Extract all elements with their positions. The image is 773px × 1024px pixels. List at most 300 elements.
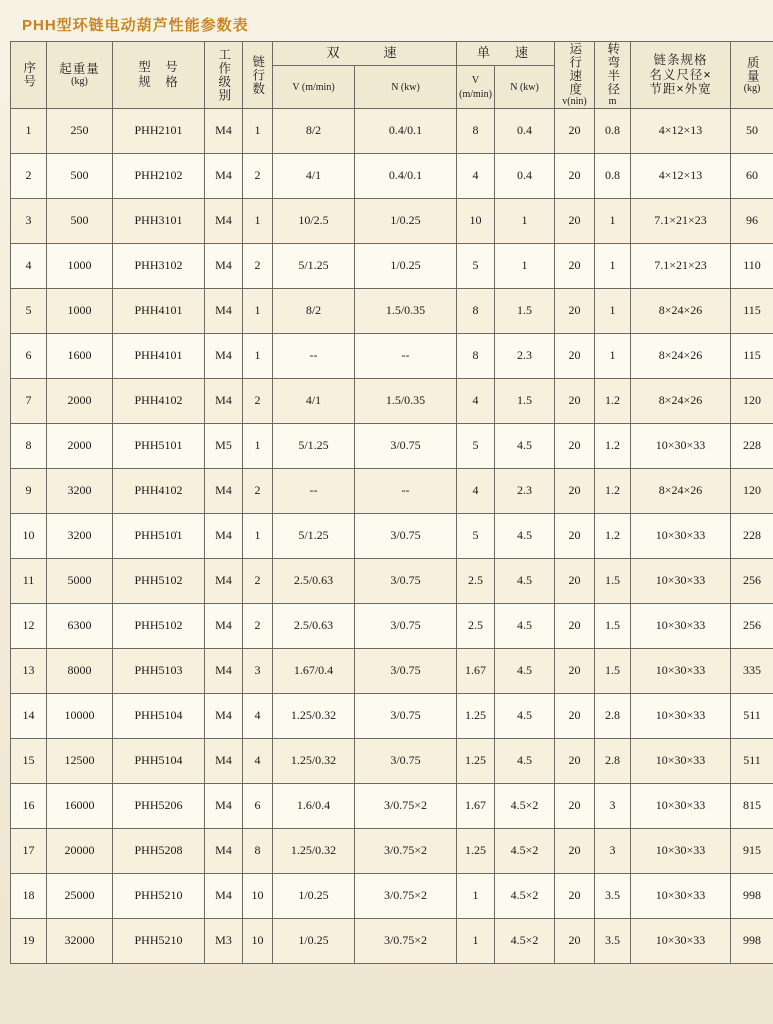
row-single-speed: 5 — [457, 423, 495, 468]
row-duty: M4 — [205, 513, 243, 558]
row-falls: 3 — [243, 648, 273, 693]
row-travel-speed: 20 — [555, 738, 595, 783]
header-capacity — [47, 42, 113, 109]
row-single-speed: 1 — [457, 918, 495, 963]
row-single-power: 4.5 — [495, 693, 555, 738]
row-model: PHH5103 — [113, 648, 205, 693]
row-chain-spec: 10×30×33 — [631, 558, 731, 603]
row-index: 15 — [11, 738, 47, 783]
row-turn-radius: 1 — [595, 333, 631, 378]
row-model: PHH5102 — [113, 558, 205, 603]
row-chain-spec: 8×24×26 — [631, 333, 731, 378]
row-capacity: 6300 — [47, 603, 113, 648]
table-row — [11, 558, 773, 603]
row-chain-spec: 4×12×13 — [631, 153, 731, 198]
row-turn-radius: 2.8 — [595, 738, 631, 783]
row-single-speed: 1.67 — [457, 648, 495, 693]
row-dual-speed: 2.5/0.63 — [273, 558, 355, 603]
header-chain-spec — [631, 42, 731, 109]
row-index: 19 — [11, 918, 47, 963]
row-model: PHH510̇1 — [113, 513, 205, 558]
row-dual-power: 1/0.25 — [355, 198, 457, 243]
row-index: 1 — [11, 108, 47, 153]
row-capacity: 20000 — [47, 828, 113, 873]
row-falls: 1 — [243, 513, 273, 558]
row-capacity: 500 — [47, 198, 113, 243]
header-dual-n-label: N (kw) — [391, 81, 420, 93]
row-duty: M4 — [205, 738, 243, 783]
row-dual-power: 3/0.75 — [355, 648, 457, 693]
row-duty: M4 — [205, 873, 243, 918]
header-turn-radius-sub: m — [608, 96, 617, 107]
row-mass: 998 — [731, 873, 773, 918]
header-mass — [731, 42, 773, 109]
row-dual-power: 3/0.75 — [355, 693, 457, 738]
table-row — [11, 333, 773, 378]
row-duty: M4 — [205, 468, 243, 513]
row-falls: 2 — [243, 378, 273, 423]
row-duty: M4 — [205, 378, 243, 423]
row-mass: 110 — [731, 243, 773, 288]
row-dual-speed: 1.25/0.32 — [273, 693, 355, 738]
header-index-label: 序号 — [21, 61, 36, 89]
row-index: 16 — [11, 783, 47, 828]
row-capacity: 3200 — [47, 513, 113, 558]
row-falls: 4 — [243, 738, 273, 783]
row-turn-radius: 1.2 — [595, 423, 631, 468]
row-single-power: 2.3 — [495, 333, 555, 378]
row-index: 6 — [11, 333, 47, 378]
row-capacity: 2000 — [47, 423, 113, 468]
row-index: 3 — [11, 198, 47, 243]
row-dual-power: 3/0.75 — [355, 423, 457, 468]
row-single-power: 4.5×2 — [495, 783, 555, 828]
row-mass: 256 — [731, 603, 773, 648]
row-dual-power: -- — [355, 468, 457, 513]
row-dual-speed: 1/0.25 — [273, 918, 355, 963]
row-single-power: 1 — [495, 243, 555, 288]
row-dual-speed: 5/1.25 — [273, 513, 355, 558]
table-row — [11, 603, 773, 648]
header-falls-label: 链行数 — [250, 54, 265, 95]
table-row — [11, 513, 773, 558]
row-falls: 1 — [243, 423, 273, 468]
row-index: 10 — [11, 513, 47, 558]
row-dual-speed: 1.25/0.32 — [273, 828, 355, 873]
row-model: PHH2101 — [113, 108, 205, 153]
row-duty: M5 — [205, 423, 243, 468]
row-single-power: 0.4 — [495, 153, 555, 198]
row-single-speed: 4 — [457, 378, 495, 423]
row-falls: 2 — [243, 603, 273, 648]
row-dual-speed: 1.6/0.4 — [273, 783, 355, 828]
row-single-power: 4.5 — [495, 513, 555, 558]
row-single-power: 1.5 — [495, 378, 555, 423]
row-mass: 120 — [731, 378, 773, 423]
row-duty: M4 — [205, 333, 243, 378]
row-single-power: 4.5 — [495, 558, 555, 603]
row-index: 12 — [11, 603, 47, 648]
row-chain-spec: 7.1×21×23 — [631, 198, 731, 243]
row-single-speed: 4 — [457, 153, 495, 198]
row-falls: 6 — [243, 783, 273, 828]
row-dual-power: -- — [355, 333, 457, 378]
row-chain-spec: 10×30×33 — [631, 873, 731, 918]
row-capacity: 16000 — [47, 783, 113, 828]
row-turn-radius: 3 — [595, 828, 631, 873]
row-turn-radius: 1 — [595, 288, 631, 333]
header-capacity-unit: (kg) — [71, 76, 88, 88]
row-dual-power: 1/0.25 — [355, 243, 457, 288]
row-turn-radius: 1.2 — [595, 378, 631, 423]
row-falls: 10 — [243, 873, 273, 918]
row-capacity: 3200 — [47, 468, 113, 513]
table-row — [11, 738, 773, 783]
row-falls: 4 — [243, 693, 273, 738]
row-chain-spec: 10×30×33 — [631, 693, 731, 738]
row-falls: 8 — [243, 828, 273, 873]
row-index: 17 — [11, 828, 47, 873]
row-model: PHH5101 — [113, 423, 205, 468]
row-model: PHH2102 — [113, 153, 205, 198]
row-dual-power: 3/0.75×2 — [355, 873, 457, 918]
row-travel-speed: 20 — [555, 423, 595, 468]
row-chain-spec: 10×30×33 — [631, 828, 731, 873]
row-travel-speed: 20 — [555, 333, 595, 378]
row-index: 14 — [11, 693, 47, 738]
row-chain-spec: 8×24×26 — [631, 468, 731, 513]
row-capacity: 32000 — [47, 918, 113, 963]
row-travel-speed: 20 — [555, 828, 595, 873]
row-index: 9 — [11, 468, 47, 513]
table-header — [11, 42, 773, 109]
row-capacity: 250 — [47, 108, 113, 153]
table-row — [11, 468, 773, 513]
row-dual-speed: 4/1 — [273, 378, 355, 423]
row-single-power: 4.5 — [495, 738, 555, 783]
table-row — [11, 288, 773, 333]
row-dual-speed: -- — [273, 333, 355, 378]
row-dual-speed: 8/2 — [273, 108, 355, 153]
row-single-speed: 8 — [457, 333, 495, 378]
row-chain-spec: 8×24×26 — [631, 378, 731, 423]
row-chain-spec: 8×24×26 — [631, 288, 731, 333]
table-row — [11, 108, 773, 153]
row-dual-power: 1.5/0.35 — [355, 378, 457, 423]
row-chain-spec: 10×30×33 — [631, 603, 731, 648]
row-capacity: 1000 — [47, 243, 113, 288]
header-chain-spec-sub1: 名义尺径× — [649, 67, 712, 82]
row-single-speed: 2.5 — [457, 603, 495, 648]
row-dual-speed: 1.25/0.32 — [273, 738, 355, 783]
table-row — [11, 648, 773, 693]
row-falls: 1 — [243, 333, 273, 378]
row-single-speed: 1.25 — [457, 738, 495, 783]
row-duty: M4 — [205, 603, 243, 648]
row-mass: 915 — [731, 828, 773, 873]
table-row — [11, 828, 773, 873]
row-index: 4 — [11, 243, 47, 288]
row-duty: M4 — [205, 558, 243, 603]
row-chain-spec: 10×30×33 — [631, 918, 731, 963]
row-turn-radius: 1 — [595, 243, 631, 288]
row-mass: 115 — [731, 288, 773, 333]
row-mass: 815 — [731, 783, 773, 828]
row-model: PHH4101 — [113, 288, 205, 333]
header-travel-speed-label: 运行速度 — [567, 42, 582, 96]
row-chain-spec: 10×30×33 — [631, 783, 731, 828]
row-travel-speed: 20 — [555, 558, 595, 603]
row-dual-power: 3/0.75×2 — [355, 828, 457, 873]
row-travel-speed: 20 — [555, 378, 595, 423]
row-mass: 96 — [731, 198, 773, 243]
row-falls: 2 — [243, 468, 273, 513]
row-travel-speed: 20 — [555, 783, 595, 828]
table-body — [11, 108, 773, 963]
row-model: PHH5206 — [113, 783, 205, 828]
row-travel-speed: 20 — [555, 153, 595, 198]
row-dual-speed: 1.67/0.4 — [273, 648, 355, 693]
row-dual-power: 3/0.75×2 — [355, 918, 457, 963]
row-travel-speed: 20 — [555, 603, 595, 648]
row-falls: 2 — [243, 558, 273, 603]
row-single-power: 4.5×2 — [495, 918, 555, 963]
row-turn-radius: 3 — [595, 783, 631, 828]
row-single-power: 2.3 — [495, 468, 555, 513]
header-group-dual-label: 双 速 — [326, 44, 403, 60]
row-single-speed: 8 — [457, 288, 495, 333]
row-dual-power: 3/0.75 — [355, 513, 457, 558]
row-capacity: 500 — [47, 153, 113, 198]
row-model: PHH5104 — [113, 738, 205, 783]
row-model: PHH5102 — [113, 603, 205, 648]
row-index: 7 — [11, 378, 47, 423]
header-duty-label: 工作级别 — [216, 47, 231, 102]
row-index: 11 — [11, 558, 47, 603]
table-row — [11, 423, 773, 468]
row-capacity: 2000 — [47, 378, 113, 423]
row-travel-speed: 20 — [555, 468, 595, 513]
row-model: PHH3102 — [113, 243, 205, 288]
row-single-power: 1.5 — [495, 288, 555, 333]
header-single-n-label: N (kw) — [510, 81, 539, 93]
header-chain-spec-label: 链条规格 — [653, 53, 708, 68]
row-capacity: 8000 — [47, 648, 113, 693]
row-index: 13 — [11, 648, 47, 693]
row-turn-radius: 1.5 — [595, 558, 631, 603]
row-model: PHH4102 — [113, 378, 205, 423]
row-falls: 10 — [243, 918, 273, 963]
header-travel-speed — [555, 42, 595, 109]
header-turn-radius — [595, 42, 631, 109]
row-falls: 1 — [243, 288, 273, 333]
row-mass: 120 — [731, 468, 773, 513]
row-dual-power: 3/0.75 — [355, 738, 457, 783]
row-turn-radius: 1.2 — [595, 468, 631, 513]
row-single-speed: 1.25 — [457, 828, 495, 873]
row-mass: 511 — [731, 693, 773, 738]
header-mass-unit: (kg) — [743, 82, 761, 94]
row-mass: 998 — [731, 918, 773, 963]
row-single-speed: 2.5 — [457, 558, 495, 603]
row-travel-speed: 20 — [555, 918, 595, 963]
row-travel-speed: 20 — [555, 198, 595, 243]
table-row — [11, 918, 773, 963]
table-row — [11, 783, 773, 828]
row-single-power: 4.5×2 — [495, 873, 555, 918]
table-row — [11, 198, 773, 243]
header-travel-speed-sub: v(nin) — [562, 96, 587, 107]
row-dual-speed: 8/2 — [273, 288, 355, 333]
header-duty — [205, 42, 243, 109]
row-model: PHH3101 — [113, 198, 205, 243]
row-single-power: 4.5 — [495, 648, 555, 693]
row-dual-power: 3/0.75 — [355, 558, 457, 603]
specification-table — [10, 41, 773, 964]
row-single-speed: 5 — [457, 243, 495, 288]
row-chain-spec: 10×30×33 — [631, 423, 731, 468]
row-model: PHH5210 — [113, 873, 205, 918]
row-duty: M4 — [205, 648, 243, 693]
row-index: 5 — [11, 288, 47, 333]
row-mass: 50 — [731, 108, 773, 153]
table-row — [11, 243, 773, 288]
row-duty: M3 — [205, 918, 243, 963]
row-chain-spec: 10×30×33 — [631, 738, 731, 783]
row-chain-spec: 10×30×33 — [631, 648, 731, 693]
row-turn-radius: 2.8 — [595, 693, 631, 738]
row-dual-speed: -- — [273, 468, 355, 513]
row-duty: M4 — [205, 288, 243, 333]
row-turn-radius: 3.5 — [595, 873, 631, 918]
header-model-label: 型 号 — [138, 60, 179, 75]
row-turn-radius: 1 — [595, 198, 631, 243]
row-dual-power: 1.5/0.35 — [355, 288, 457, 333]
header-group-dual — [273, 42, 457, 66]
header-dual-v-label: V (m/min) — [292, 81, 335, 93]
row-travel-speed: 20 — [555, 108, 595, 153]
header-single-n — [495, 65, 555, 108]
header-dual-n — [355, 65, 457, 108]
row-falls: 2 — [243, 243, 273, 288]
row-capacity: 10000 — [47, 693, 113, 738]
header-turn-radius-label: 转弯半径 — [605, 42, 620, 96]
row-dual-speed: 4/1 — [273, 153, 355, 198]
row-model: PHH4102 — [113, 468, 205, 513]
row-duty: M4 — [205, 783, 243, 828]
row-mass: 228 — [731, 423, 773, 468]
row-turn-radius: 1.5 — [595, 603, 631, 648]
row-mass: 115 — [731, 333, 773, 378]
header-model-sub: 规 格 — [138, 74, 179, 89]
table-row — [11, 378, 773, 423]
row-falls: 1 — [243, 108, 273, 153]
header-dual-v — [273, 65, 355, 108]
row-duty: M4 — [205, 153, 243, 198]
table-row — [11, 873, 773, 918]
row-mass: 511 — [731, 738, 773, 783]
row-mass: 335 — [731, 648, 773, 693]
row-capacity: 1000 — [47, 288, 113, 333]
row-single-power: 4.5 — [495, 603, 555, 648]
row-turn-radius: 1.2 — [595, 513, 631, 558]
row-capacity: 25000 — [47, 873, 113, 918]
row-turn-radius: 3.5 — [595, 918, 631, 963]
row-travel-speed: 20 — [555, 243, 595, 288]
row-dual-speed: 1/0.25 — [273, 873, 355, 918]
row-falls: 2 — [243, 153, 273, 198]
row-duty: M4 — [205, 198, 243, 243]
row-travel-speed: 20 — [555, 513, 595, 558]
row-dual-speed: 10/2.5 — [273, 198, 355, 243]
row-duty: M4 — [205, 693, 243, 738]
row-model: PHH5210 — [113, 918, 205, 963]
row-duty: M4 — [205, 828, 243, 873]
row-single-speed: 1 — [457, 873, 495, 918]
table-row — [11, 153, 773, 198]
row-single-speed: 1.67 — [457, 783, 495, 828]
row-turn-radius: 0.8 — [595, 108, 631, 153]
row-model: PHH5208 — [113, 828, 205, 873]
header-capacity-label: 起重量 — [59, 61, 100, 76]
row-single-power: 0.4 — [495, 108, 555, 153]
header-model — [113, 42, 205, 109]
row-capacity: 12500 — [47, 738, 113, 783]
row-mass: 60 — [731, 153, 773, 198]
header-group-single — [457, 42, 555, 66]
row-index: 2 — [11, 153, 47, 198]
header-group-single-label: 单 速 — [477, 44, 535, 60]
header-chain-spec-sub2: 节距×外宽 — [649, 81, 712, 96]
row-dual-speed: 5/1.25 — [273, 423, 355, 468]
row-single-speed: 4 — [457, 468, 495, 513]
row-index: 8 — [11, 423, 47, 468]
row-travel-speed: 20 — [555, 288, 595, 333]
row-travel-speed: 20 — [555, 873, 595, 918]
row-chain-spec: 4×12×13 — [631, 108, 731, 153]
table-row — [11, 693, 773, 738]
header-index — [11, 42, 47, 109]
row-model: PHH4101 — [113, 333, 205, 378]
row-duty: M4 — [205, 108, 243, 153]
row-chain-spec: 10×30×33 — [631, 513, 731, 558]
row-travel-speed: 20 — [555, 648, 595, 693]
row-duty: M4 — [205, 243, 243, 288]
row-dual-speed: 5/1.25 — [273, 243, 355, 288]
row-capacity: 5000 — [47, 558, 113, 603]
row-dual-power: 0.4/0.1 — [355, 153, 457, 198]
row-chain-spec: 7.1×21×23 — [631, 243, 731, 288]
header-single-v — [457, 65, 495, 108]
row-single-speed: 10 — [457, 198, 495, 243]
row-dual-power: 3/0.75 — [355, 603, 457, 648]
row-capacity: 1600 — [47, 333, 113, 378]
row-model: PHH5104 — [113, 693, 205, 738]
row-travel-speed: 20 — [555, 693, 595, 738]
row-mass: 228 — [731, 513, 773, 558]
row-single-power: 1 — [495, 198, 555, 243]
row-dual-power: 0.4/0.1 — [355, 108, 457, 153]
row-single-power: 4.5×2 — [495, 828, 555, 873]
header-single-v-label: V (m/min) — [459, 74, 492, 100]
header-mass-label: 质量 — [745, 55, 760, 83]
row-dual-speed: 2.5/0.63 — [273, 603, 355, 648]
row-index: 18 — [11, 873, 47, 918]
row-falls: 1 — [243, 198, 273, 243]
page-title: PHH型环链电动葫芦性能参数表 — [22, 17, 249, 34]
row-mass: 256 — [731, 558, 773, 603]
row-turn-radius: 0.8 — [595, 153, 631, 198]
